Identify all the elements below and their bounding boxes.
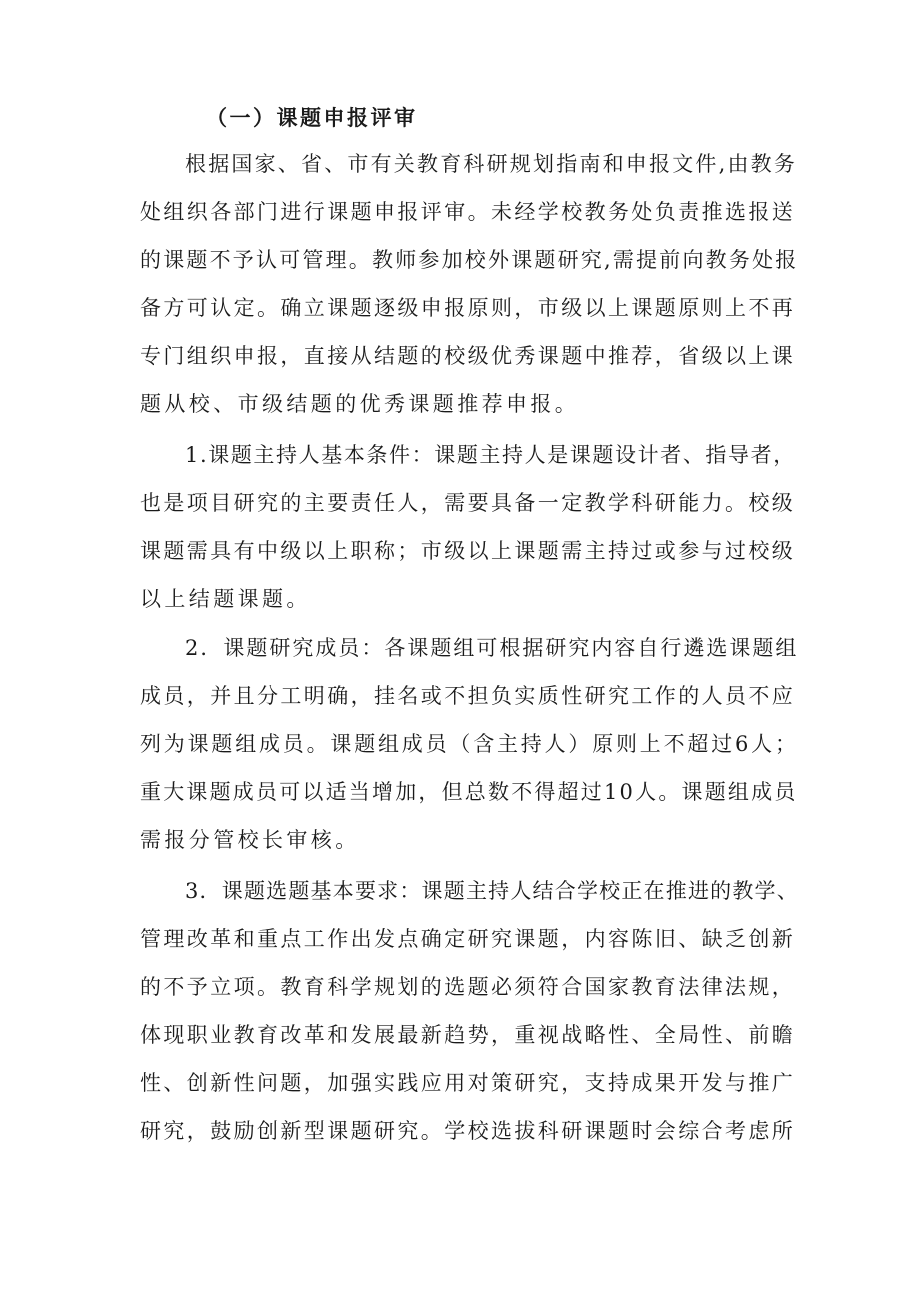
item1-line-3: 课题需具有中级以上职称；市级以上课题需主持过或参与过校级: [140, 539, 796, 563]
item3-line-6: 研究，鼓励创新型课题研究。学校选拔科研课题时会综合考虑所: [140, 1119, 796, 1143]
item2-line-1: 2．课题研究成员：各课题组可根据研究内容自行遴选课题组: [185, 636, 799, 660]
item1-line-4: 以上结题课题。: [140, 587, 311, 611]
item3-line-1: 3．课题选题基本要求：课题主持人结合学校正在推进的教学、: [185, 879, 799, 903]
item2-line-3: 列为课题组成员。课题组成员（含主持人）原则上不超过6人；: [140, 732, 799, 756]
intro-line-5: 专门组织申报，直接从结题的校级优秀课题中推荐，省级以上课: [140, 344, 796, 368]
item2-line-4: 重大课题成员可以适当增加，但总数不得超过10人。课题组成员: [140, 780, 798, 804]
section-heading: （一）课题申报评审: [206, 106, 418, 130]
item2-line-2: 成员，并且分工明确，挂名或不担负实质性研究工作的人员不应: [140, 684, 796, 708]
intro-line-6: 题从校、市级结题的优秀课题推荐申报。: [140, 392, 580, 416]
item3-line-5: 性、创新性问题，加强实践应用对策研究，支持成果开发与推广: [140, 1071, 796, 1095]
intro-line-2: 处组织各部门进行课题申报评审。未经学校教务处负责推选报送: [140, 200, 796, 224]
intro-line-3: 的课题不予认可管理。教师参加校外课题研究,需提前向教务处报: [140, 248, 799, 272]
item1-line-1: 1.课题主持人基本条件：课题主持人是课题设计者、指导者，: [185, 443, 796, 467]
item3-line-3: 的不予立项。教育科学规划的选题必须符合国家教育法律法规，: [140, 975, 796, 999]
intro-line-1: 根据国家、省、市有关教育科研规划指南和申报文件,由教务: [185, 152, 798, 176]
item1-line-2: 也是项目研究的主要责任人，需要具备一定教学科研能力。校级: [140, 491, 796, 515]
item3-line-4: 体现职业教育改革和发展最新趋势，重视战略性、全局性、前瞻: [140, 1023, 796, 1047]
item3-line-2: 管理改革和重点工作出发点确定研究课题，内容陈旧、缺乏创新: [140, 927, 796, 951]
intro-line-4: 备方可认定。确立课题逐级申报原则，市级以上课题原则上不再: [140, 296, 796, 320]
item2-line-5: 需报分管校长审核。: [140, 828, 360, 852]
